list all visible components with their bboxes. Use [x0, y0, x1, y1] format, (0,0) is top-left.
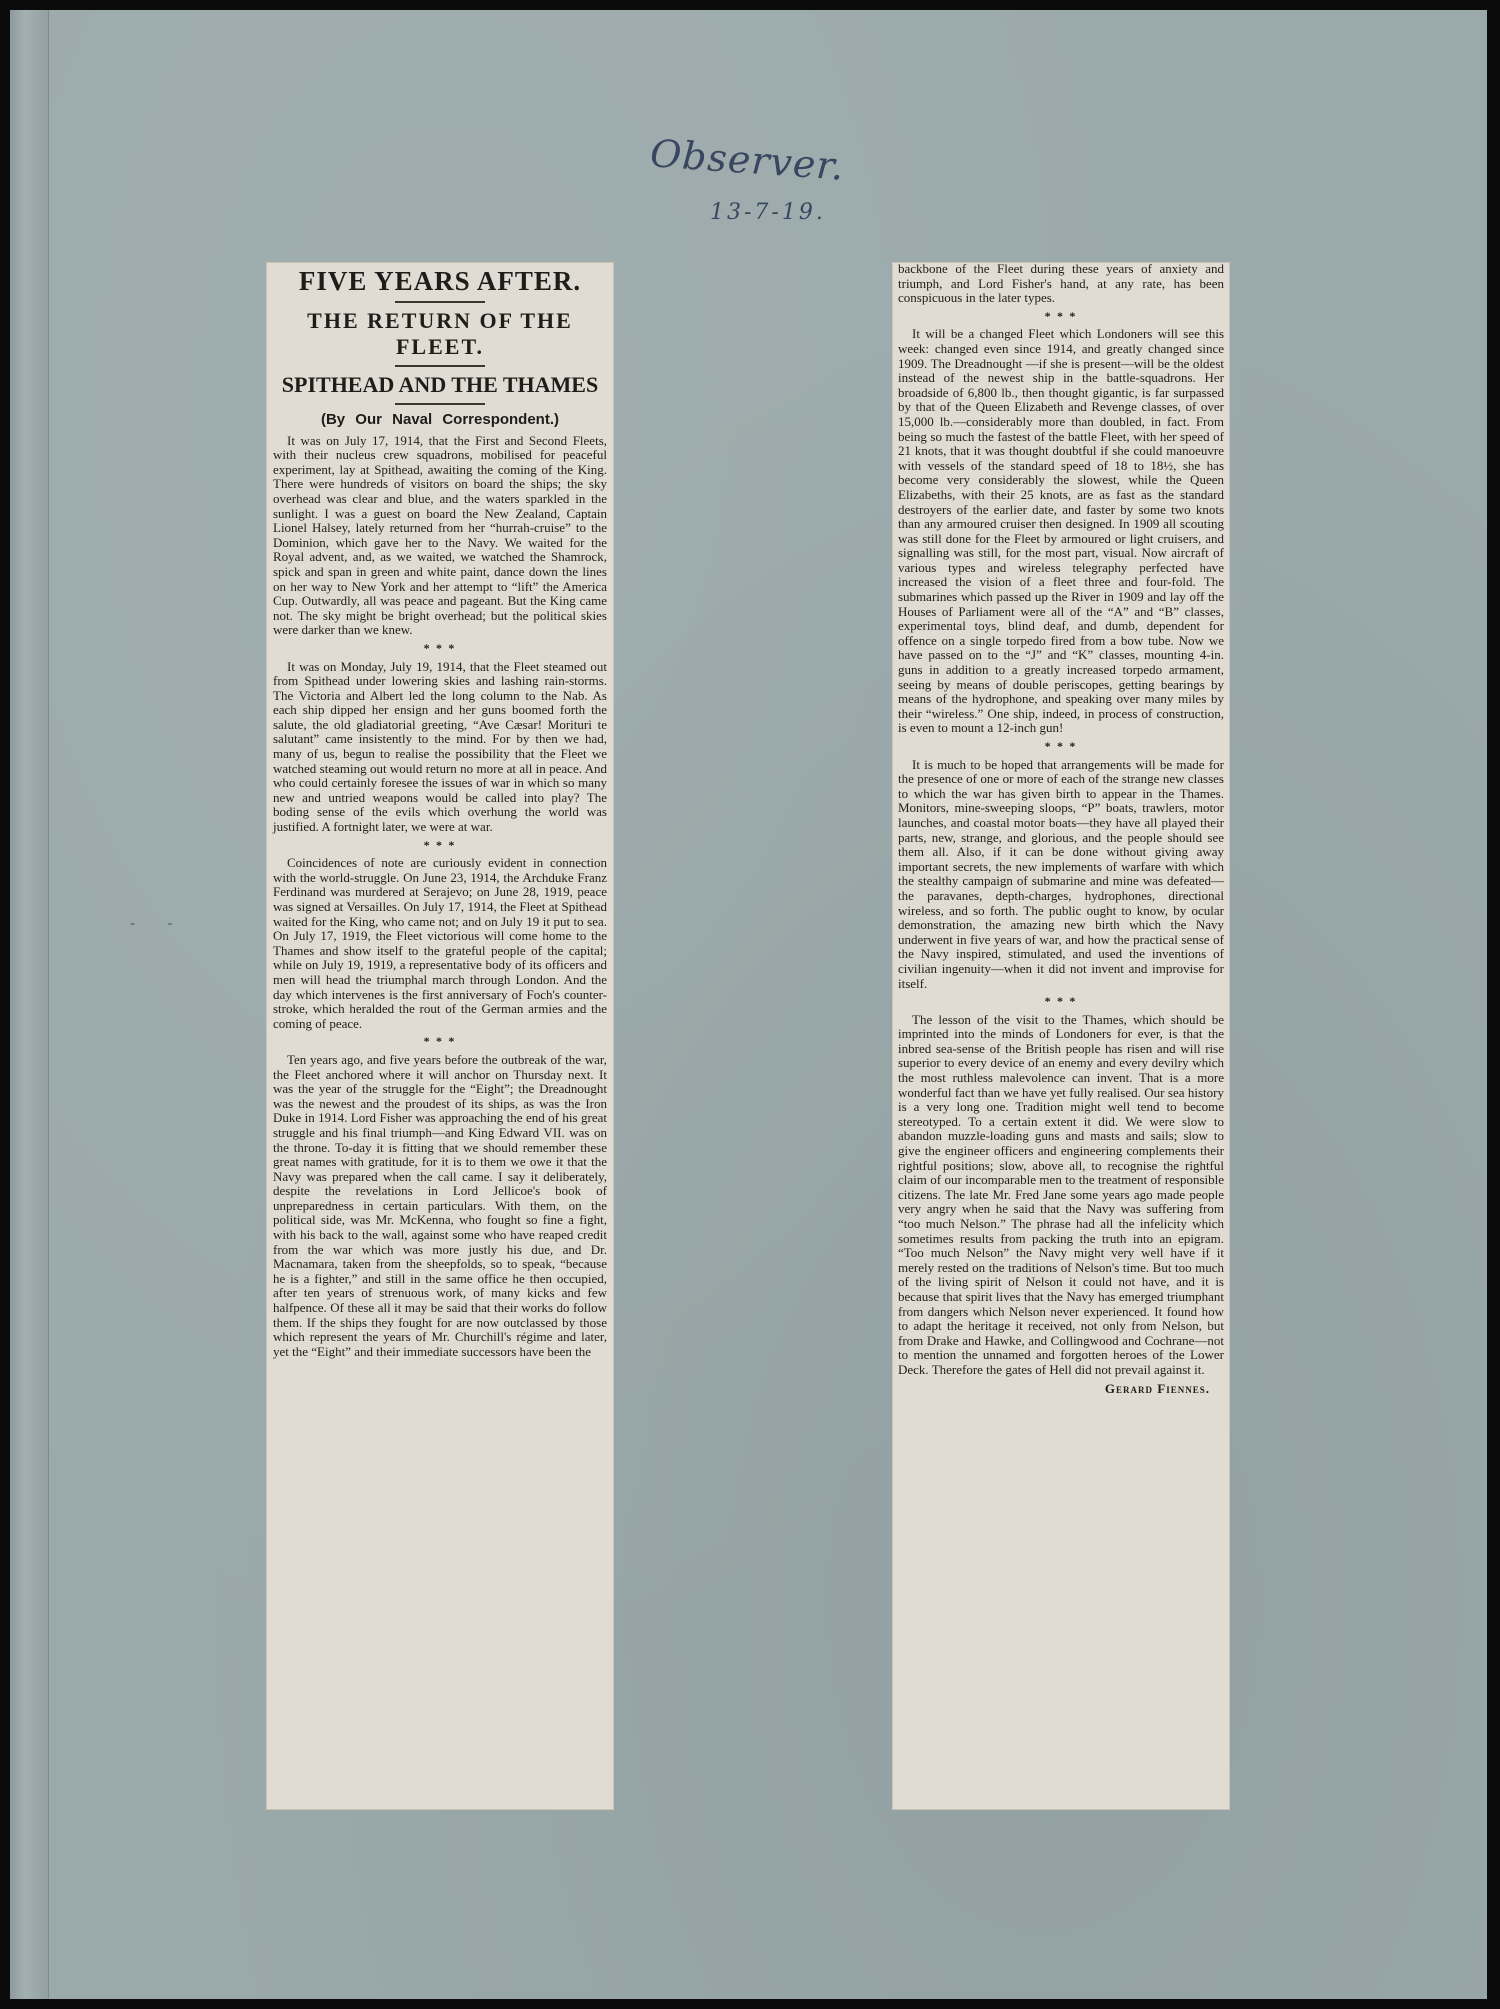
- asterism-separator: * * *: [1044, 739, 1078, 753]
- article-paragraph: Ten years ago, and five years before the outbreak of the war, the Fleet anchored where it will anchor on Thursday next. It was the year of the struggle for the “Eight”; the Dreadnought was the newest and the proudest of its ships, as was the Iron Duke in 1914. Lord Fisher was approaching the end of his great struggle and his final triumph—and King Edward VII. was on the throne. To-day it is fitting that we should remember these great names with gratitude, for it is to them we owe it that the Navy was prepared when the call came. I say it deliberately, despite the revelations in Lord Jellicoe's book of unpreparedness in certain particulars. With them, on the political side, was Mr. McKenna, who fought so fine a fight, with his back to the wall, against some who have reaped credit from the war which was more justly his due, and Dr. Macnamara, taken from the sheepfolds, so to speak, “because he is a fighter,” and still in the same office he then occupied, after ten years of strenuous work, of many kicks and few halfpence. Of these all it may be said that their works do follow them. If the ships they fought for are now outclassed by those which represent the years of Mr. Churchill's régime and later, yet the “Eight” and their immediate successors have been the: [273, 1051, 607, 1359]
- asterism-separator: * * *: [423, 640, 457, 655]
- subhead-rule: [395, 365, 485, 367]
- asterism-separator: * * *: [1044, 994, 1078, 1009]
- headline-rule: [395, 301, 485, 303]
- asterism-separator: * * *: [423, 1034, 457, 1049]
- byline-rule: [395, 403, 485, 405]
- article-paragraph: The lesson of the visit to the Thames, which should be imprinted into the minds of Londoners for ever, is that the inbred sea-sense of the British people has risen and will rise superior to every device of an enemy and every devilry which the most ruthless malevolence can invent. That is a more wonderful fact than we have yet fully realised. Our sea history is a very long one. Tradition might well tend to become stereotyped. To a certain extent it did. We were slow to abandon muzzle-loading guns and masts and sails; slow to give the engineer officers and engineering complements their rightful positions; slow, above all, to recognise the rightful claim of our incomparable men to the treatment of responsible citizens. The late Mr. Fred Jane some years ago made people very angry when he said that the Navy was suffering from “too much Nelson.” The phrase had all the infelicity which sometimes results from packing the truth into an epigram. “Too much Nelson” the Navy might very well have if it merely rested on the traditions of Nelson's time. But too much of the living spirit of Nelson it could not have, and it is because that spirit lives that the Navy has emerged triumphant from dangers which Nelson never experienced. It found how to adapt the heritage it received, not only from Nelson, but from Drake and Hawke, and Collingwood and Cochrane—not to mention the unnamed and forgotten heroes of the Lower Deck. Therefore the gates of Hell did not prevail against it.: [898, 1011, 1224, 1377]
- handwritten-source-note: Observer.: [648, 131, 846, 189]
- article-paragraph: It was on July 17, 1914, that the First and Second Fleets, with their nucleus crew squadrons, mobilised for peaceful experiment, lay at Spithead, awaiting the coming of the King. There were hundreds of visitors on board the ships; the sky overhead was clear and blue, and the waters sparkled in the sunlight. I was a guest on board the New Zealand, Captain Lionel Halsey, lately returned from her “hurrah-cruise” to the Dominion, which gave her to the Navy. We waited for the Royal advent, and, as we waited, we watched the Shamrock, spick and span in green and white paint, dance down the lines on her way to New York and her attempt to “lift” the America Cup. Outwardly, all was peace and pageant. But the King came not. The sky might be bright overhead; but the political skies were darker than we knew.: [273, 432, 607, 638]
- article-paragraph: Coincidences of note are curiously evident in connection with the world-struggle. On June 23, 1914, the Archduke Franz Ferdinand was murdered at Serajevo; on June 28, 1919, peace was signed at Versailles. On July 17, 1914, the Fleet at Spithead waited for the King, who came not; and on July 19 it put to sea. On July 17, 1919, the Fleet victorious will come home to the Thames and show itself to the grateful people of the capital; while on July 19, 1919, a representative body of its officers and men will head the triumphal march through London. And the day which intervenes is the first anniversary of Foch's counter-stroke, which heralded the rout of the German armies and the coming of peace.: [273, 855, 607, 1031]
- article-paragraph: It will be a changed Fleet which Londoners will see this week: changed even since 1914, and greatly changed since 1909. The Dreadnought —if she is present—will be the oldest instead of the newest ship in the battle-squadrons. Her broadside of 6,800 lb., then thought gigantic, is far surpassed by that of the Queen Elizabeth and Revenge classes, of over 15,000 lb.—considerably more than doubled, in fact. From being so much the fastest of the battle Fleet, with her speed of 21 knots, that it was thought doubtful if she could manoeuvre with vessels of the standard speed of 18 to 18½, she has become very considerably the slowest, while the Queen Elizabeths, with their 25 knots, are as fast as the standard destroyers of the earlier date, and faster by some two knots than any armoured cruiser then designed. In 1909 all scouting was still done for the Fleet by armoured or light cruisers, and signalling was still, for the most part, visual. Now aircraft of various types and wireless telegraphy perfected have increased the vision of a fleet three and four-fold. The submarines which passed up the River in 1909 and lay off the Houses of Parliament were all of the “A” and “B” classes, experimental toys, blind deaf, and dumb, dependent for offence on a single torpedo fired from a bow tube. Now we have passed on to the “J” and “K” classes, mounting 4-in. guns in addition to a greatly increased torpedo armament, seeing by means of double periscopes, getting bearings by means of the hydrophone, and speaking over many miles by their “wireless.” One ship, indeed, in process of construction, is even to mount a 12-inch gun!: [898, 326, 1224, 736]
- article-subhead-return: THE RETURN OF THE FLEET.: [307, 308, 573, 359]
- article-subhead-spithead: SPITHEAD AND THE THAMES: [281, 372, 599, 397]
- asterism-separator: * * *: [1044, 308, 1078, 323]
- article-paragraph: backbone of the Fleet during these years of anxiety and triumph, and Lord Fisher's hand, at any rate, has been conspicuous in the later types.: [898, 262, 1224, 306]
- page-binding-strip: [10, 10, 49, 1999]
- author-signature: Gerard Fiennes.: [1104, 1380, 1210, 1396]
- clipping-column-left: [266, 262, 614, 1810]
- clipping-column-right: [892, 262, 1230, 1810]
- article-paragraph: It was on Monday, July 19, 1914, that the Fleet steamed out from Spithead under lowering skies and lashing rain-storms. The Victoria and Albert led the long column to the Nab. As each ship dipped her ensign and her guns boomed forth the salute, the old gladiatorial greeting, “Ave Cæsar! Morituri te salutant” came insistently to the mind. For by then we had, many of us, begun to realise the possibility that the Fleet we watched steaming out would return no more at all in peace. And who could certainly foresee the issues of war in which so many new and untried weapons would be called into play? The boding sense of the evils which overhung the world was justified. A fortnight later, we were at war.: [273, 658, 607, 835]
- margin-pencil-mark: - -: [130, 916, 187, 932]
- asterism-separator: * * *: [423, 837, 457, 852]
- article-byline: (By Our Naval Correspondent.): [320, 411, 560, 428]
- album-page: [10, 10, 1487, 1999]
- handwritten-date-note: 13-7-19.: [710, 200, 826, 225]
- article-headline: FIVE YEARS AFTER.: [298, 266, 582, 296]
- article-paragraph: It is much to be hoped that arrangements will be made for the presence of one or more of each of the strange new classes to which the war has given birth to appear in the Thames. Monitors, mine-sweeping sloops, “P” boats, trawlers, motor launches, and coastal motor boats—they have all played their parts, new, strange, and glorious, and the people should see them all. Also, if it can be done without giving away important secrets, the new implements of warfare with which the stealthy campaign of submarine and mine was defeated—the paravanes, depth-charges, hydrophones, directional wireless, and so forth. The public ought to know, by ocular demonstration, the amazing new birth which the Navy underwent in five years of war, and how the practical sense of the Navy inspired, stimulated, and used the inventions of civilian ingenuity—when it did not invent and improvise for itself.: [898, 756, 1224, 991]
